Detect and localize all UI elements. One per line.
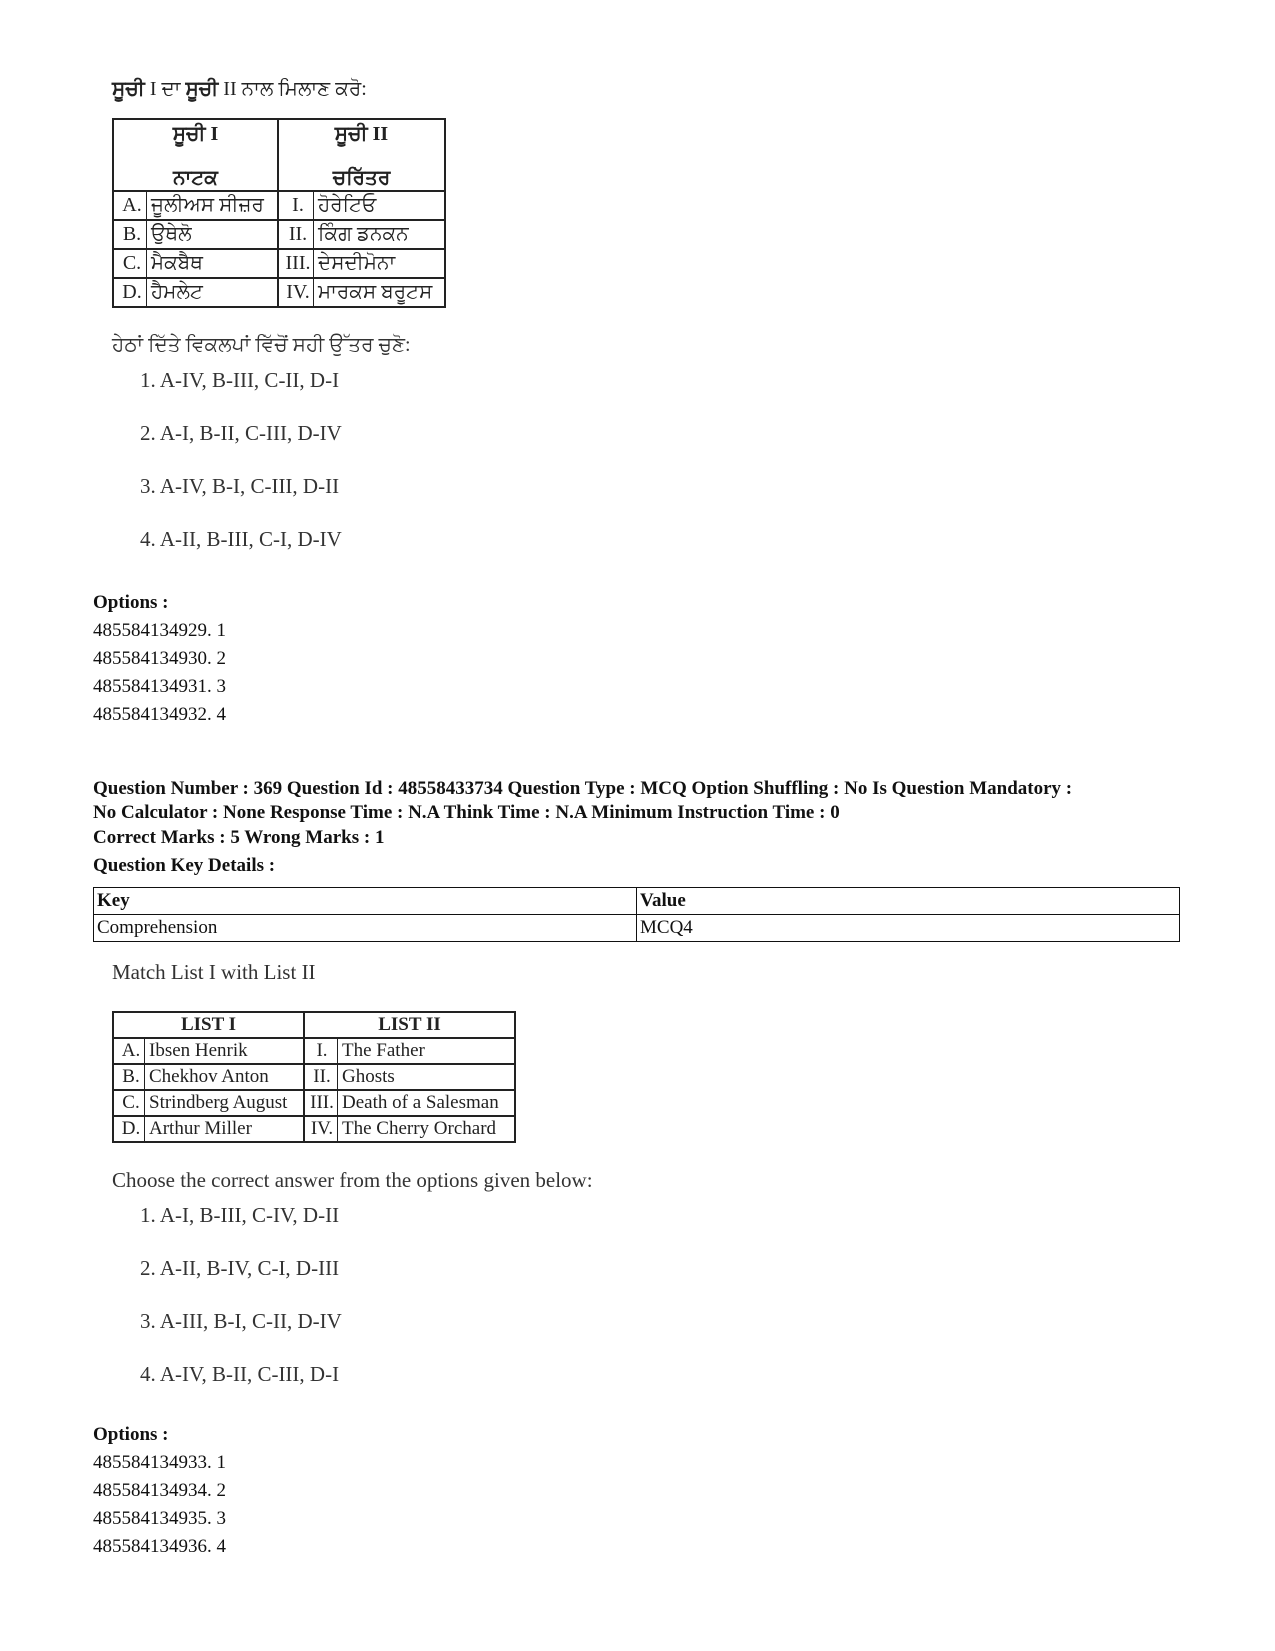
option-id-list xyxy=(93,617,226,729)
list1-item: Arthur Miller xyxy=(145,1116,305,1142)
list1-item: ਮੈਕਬੈਥ xyxy=(147,249,279,278)
list1-item: Strindberg August xyxy=(145,1090,305,1116)
list2-subheader: ਚਰਿੱਤਰ xyxy=(332,167,391,189)
option-id: 485584134929. 1 xyxy=(93,620,226,641)
table-row xyxy=(94,915,1180,942)
list2-item: The Father xyxy=(338,1038,516,1064)
marks-info: Correct Marks : 5 Wrong Marks : 1 xyxy=(93,827,385,848)
table-row xyxy=(113,1090,515,1116)
answer-choices xyxy=(140,368,342,580)
list1-item: ਉਥੇਲੋ xyxy=(147,220,279,249)
table-row xyxy=(113,278,445,307)
table-row xyxy=(113,1116,515,1142)
row-label: IV. xyxy=(304,1116,338,1142)
option-id: 485584134930. 2 xyxy=(93,648,226,669)
row-label: D. xyxy=(113,278,147,307)
list1-item: ਜੂਲੀਅਸ ਸੀਜ਼ਰ xyxy=(147,191,279,220)
column-header: Value xyxy=(637,888,1180,915)
answer-choice: 4. A-II, B-III, C-I, D-IV xyxy=(140,527,342,551)
list2-item: ਕਿੰਗ ਡਨਕਨ xyxy=(314,220,446,249)
list2-header: LIST II xyxy=(304,1012,515,1038)
list1-subheader: ਨਾਟਕ xyxy=(173,167,218,189)
list2-item: Ghosts xyxy=(338,1064,516,1090)
table-row xyxy=(113,1064,515,1090)
option-id: 485584134931. 3 xyxy=(93,676,226,697)
key-details-table xyxy=(93,887,1180,942)
row-label: II. xyxy=(304,1064,338,1090)
list1-item: ਹੈਮਲੇਟ xyxy=(147,278,279,307)
row-label: C. xyxy=(113,249,147,278)
list1-item: Ibsen Henrik xyxy=(145,1038,305,1064)
row-label: III. xyxy=(278,249,314,278)
answer-choice: 2. A-II, B-IV, C-I, D-III xyxy=(140,1256,340,1280)
row-label: IV. xyxy=(278,278,314,307)
table-header-row xyxy=(94,888,1180,915)
instruction-part: I ਦਾ xyxy=(144,78,186,100)
choose-instruction: ਹੇਠਾਂ ਦਿੱਤੇ ਵਿਕਲਪਾਂ ਵਿੱਚੋਂ ਸਹੀ ਉੱਤਰ ਚੁਣੋ: xyxy=(112,334,411,356)
column-header: Key xyxy=(94,888,637,915)
answer-choice: 3. A-III, B-I, C-II, D-IV xyxy=(140,1309,342,1333)
options-heading: Options : xyxy=(93,592,169,613)
option-id-list xyxy=(93,1449,226,1561)
list2-header: ਸੂਚੀ II xyxy=(334,123,389,145)
list2-item: ਦੇਸਦੀਮੋਨਾ xyxy=(314,249,446,278)
option-id: 485584134936. 4 xyxy=(93,1536,226,1557)
question-instruction xyxy=(112,78,367,101)
table-row xyxy=(113,191,445,220)
question-meta xyxy=(93,777,1193,825)
row-label: II. xyxy=(278,220,314,249)
list2-header-cell xyxy=(278,119,445,191)
row-label: I. xyxy=(278,191,314,220)
list-word-1: ਸੂਚੀ xyxy=(112,78,145,100)
answer-choice: 2. A-I, B-II, C-III, D-IV xyxy=(140,421,342,445)
option-id: 485584134934. 2 xyxy=(93,1480,226,1501)
option-id: 485584134933. 1 xyxy=(93,1452,226,1473)
list-word-2: ਸੂਚੀ xyxy=(185,78,219,100)
table-row xyxy=(113,249,445,278)
match-table xyxy=(112,1011,516,1143)
option-id: 485584134932. 4 xyxy=(93,704,226,725)
choose-instruction: Choose the correct answer from the options given below: xyxy=(112,1168,593,1192)
list2-item: Death of a Salesman xyxy=(338,1090,516,1116)
option-id: 485584134935. 3 xyxy=(93,1508,226,1529)
answer-choice: 1. A-IV, B-III, C-II, D-I xyxy=(140,368,340,392)
options-heading: Options : xyxy=(93,1424,169,1445)
list1-header: LIST I xyxy=(113,1012,304,1038)
row-label: D. xyxy=(113,1116,145,1142)
row-label: B. xyxy=(113,220,147,249)
answer-choices xyxy=(140,1203,342,1415)
question-instruction: Match List I with List II xyxy=(112,960,316,984)
row-label: I. xyxy=(304,1038,338,1064)
list2-item: The Cherry Orchard xyxy=(338,1116,516,1142)
list1-item: Chekhov Anton xyxy=(145,1064,305,1090)
row-label: III. xyxy=(304,1090,338,1116)
row-label: A. xyxy=(113,191,147,220)
list2-item: ਹੋਰੇਟਿਓ xyxy=(314,191,446,220)
key-details-heading: Question Key Details : xyxy=(93,855,276,876)
answer-choice: 4. A-IV, B-II, C-III, D-I xyxy=(140,1362,340,1386)
answer-choice: 1. A-I, B-III, C-IV, D-II xyxy=(140,1203,340,1227)
row-label: A. xyxy=(113,1038,145,1064)
table-cell: Comprehension xyxy=(94,915,637,942)
list1-header-cell xyxy=(113,119,278,191)
list2-item: ਮਾਰਕਸ ਬਰੂਟਸ xyxy=(314,278,446,307)
row-label: C. xyxy=(113,1090,145,1116)
table-row xyxy=(113,220,445,249)
question-meta-line: No Calculator : None Response Time : N.A Think Time : N.A Minimum Instruction Time : 0 xyxy=(93,802,840,823)
match-table xyxy=(112,118,446,308)
row-label: B. xyxy=(113,1064,145,1090)
table-cell: MCQ4 xyxy=(637,915,1180,942)
answer-choice: 3. A-IV, B-I, C-III, D-II xyxy=(140,474,340,498)
question-meta-line: Question Number : 369 Question Id : 48558433734 Question Type : MCQ Option Shuffling : No Is Question Mandatory : xyxy=(93,778,1073,799)
list1-header: ਸੂਚੀ I xyxy=(172,123,219,145)
table-row xyxy=(113,1038,515,1064)
instruction-rest: II ਨਾਲ ਮਿਲਾਣ ਕਰੋ: xyxy=(218,78,367,100)
